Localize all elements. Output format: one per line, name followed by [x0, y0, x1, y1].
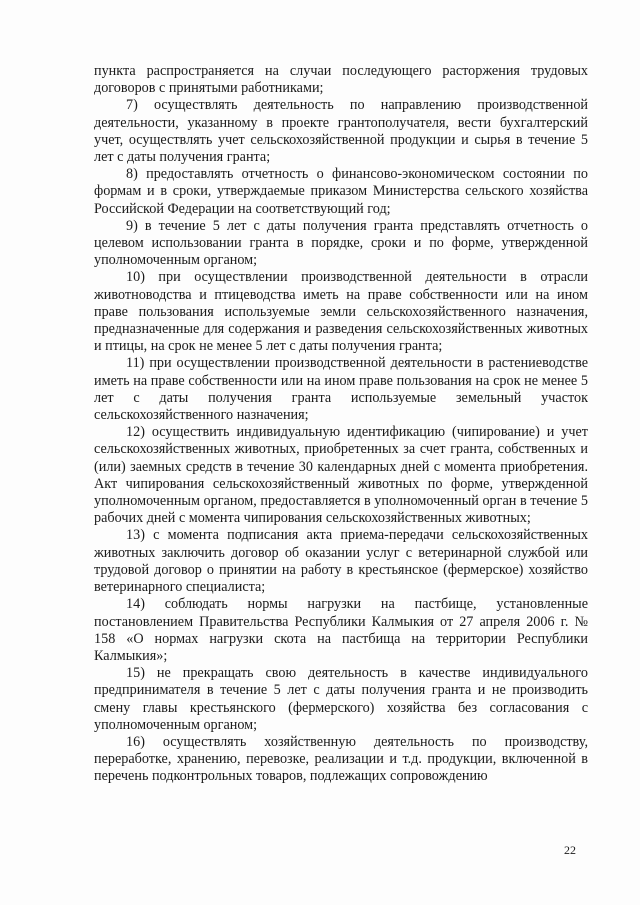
paragraph-item-15: 15) не прекращать свою деятельность в качестве индивидуального предпринимателя в течение 5 лет с даты получения гранта и не производить смену главы крестьянского (фермерского) хозяйства без согласования с уполномоченным органом;	[94, 665, 588, 733]
paragraph-item-13: 13) с момента подписания акта приема-передачи сельскохозяйственных животных заключить договор об оказании услуг с ветеринарной службой или трудовой договор о принятии на работу в крестьянское (фермерское) хозяйство ветеринарного специалиста;	[94, 527, 588, 596]
paragraph-item-8: 8) предоставлять отчетность о финансово-экономическом состоянии по формам и в сроки, утверждаемые приказом Министерства сельского хозяйства Российской Федерации на соответствующий год;	[94, 166, 588, 217]
body-text	[94, 63, 588, 786]
paragraph-item-14: 14) соблюдать нормы нагрузки на пастбище, установленные постановлением Правительства Республики Калмыкия от 27 апреля 2006 г. № 158 «О нормах нагрузки скота на пастбища на территории Республики Калмыкия»;	[94, 596, 588, 664]
paragraph-item-11: 11) при осуществлении производственной деятельности в растениеводстве иметь на праве собственности или на ином праве пользования на срок не менее 5 лет с даты получения гранта используемые земельный участок сельскохозяйственного назначения;	[94, 355, 588, 424]
paragraph-item-9: 9) в течение 5 лет с даты получения гранта представлять отчетность о целевом использовании гранта в порядке, сроки и по форме, утвержденной уполномоченным органом;	[94, 217, 588, 269]
paragraph-item-10: 10) при осуществлении производственной деятельности в отрасли животноводства и птицеводства иметь на праве собственности или на ином праве пользования используемые земли сельскохозяйственного назначения, предназначенные для содержания и разведения сельскохозяйственных животных и птицы, на срок не менее 5 лет с даты получения гранта;	[94, 269, 588, 355]
paragraph-continuation: пункта распространяется на случаи последующего расторжения трудовых договоров с принятыми работниками;	[94, 63, 588, 97]
paragraph-item-7: 7) осуществлять деятельность по направлению производственной деятельности, указанному в проекте грантополучателя, вести бухгалтерский учет, осуществлять учет сельскохозяйственной продукции и сырья в течение 5 лет с даты получения гранта;	[94, 97, 588, 166]
paragraph-item-12: 12) осуществить индивидуальную идентификацию (чипирование) и учет сельскохозяйственных животных, приобретенных за счет гранта, собственных и (или) заемных средств в течение 30 календарных дней с момента приобретения. Акт чипирования сельскохозяйственный животных по форме, утвержденной уполномоченным органом, предоставляется в уполномоченный орган в течение 5 рабочих дней с момента чипирования сельскохозяйственных животных;	[94, 424, 588, 527]
paragraph-item-16: 16) осуществлять хозяйственную деятельность по производству, переработке, хранению, перевозке, реализации и т.д. продукции, включенной в перечень подконтрольных товаров, подлежащих сопровождению	[94, 733, 588, 785]
page-number: 22	[564, 843, 576, 857]
